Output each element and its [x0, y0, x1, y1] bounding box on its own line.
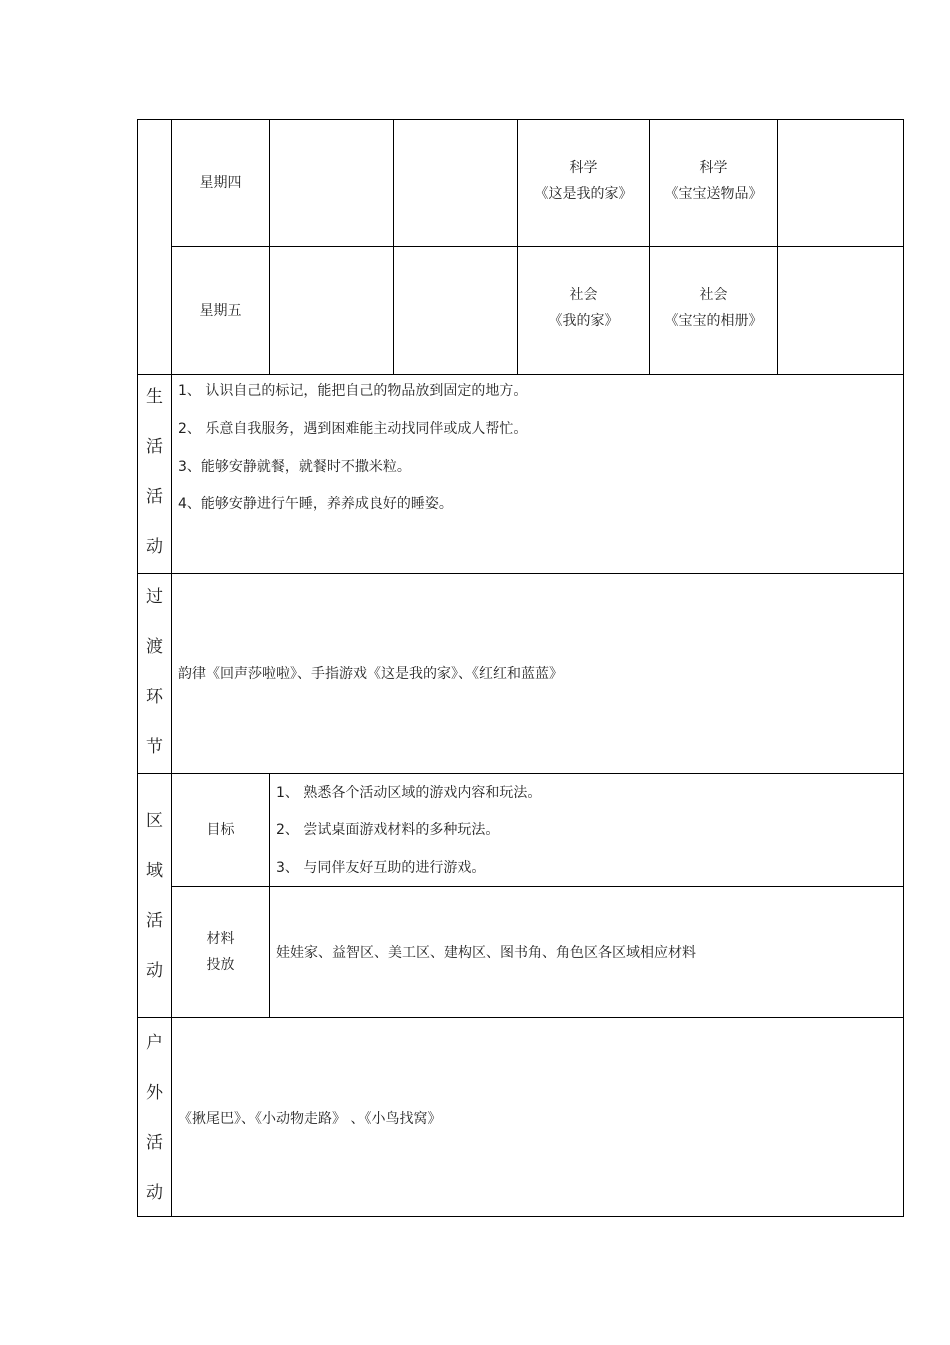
friday-social-cell	[518, 282, 649, 334]
lesson-title: 《这是我的家》	[534, 186, 633, 202]
outdoor-text: 《揪尾巴》、《小动物走路》 、《小鸟找窝》	[178, 1111, 442, 1127]
list-item: 1、 认识自己的标记，能把自己的物品放到固定的地方。	[178, 383, 528, 399]
subject-label: 社会	[699, 287, 728, 303]
day-cell-friday	[172, 247, 269, 374]
material-label-cell	[172, 887, 269, 1017]
day-label: 星期五	[199, 302, 242, 319]
column-divider	[269, 773, 270, 1018]
table-border-right	[903, 119, 904, 1217]
goal-label-cell	[172, 774, 269, 886]
outdoor-activity-label: 户 外 活 动	[146, 1033, 163, 1203]
column-divider	[777, 119, 778, 375]
row-divider	[137, 374, 904, 375]
subject-label: 科学	[569, 160, 598, 176]
lesson-title: 《宝宝的相册》	[664, 313, 763, 329]
friday-social-cell-2	[650, 282, 777, 334]
outdoor-content	[178, 1108, 898, 1130]
material-text: 娃娃家、益智区、美工区、建构区、图书角、角色区各区域相应材料	[276, 945, 696, 961]
life-activity-label: 生 活 活 动	[146, 387, 163, 557]
material-label: 投放	[206, 957, 235, 973]
material-label: 材料	[206, 931, 235, 947]
transition-content	[178, 663, 898, 685]
subject-label: 科学	[699, 160, 728, 176]
row-divider	[172, 246, 904, 247]
column-divider	[269, 119, 270, 375]
row-divider	[137, 1017, 904, 1018]
row-divider	[172, 886, 904, 887]
transition-text: 韵律《回声莎啦啦》、手指游戏《这是我的家》、《红红和蓝蓝》	[178, 666, 563, 682]
day-cell-thursday	[172, 120, 269, 246]
list-item: 2、 乐意自我服务，遇到困难能主动找同伴或成人帮忙。	[178, 421, 528, 437]
list-item: 3、 与同伴友好互助的进行游戏。	[276, 860, 486, 876]
list-item: 4、能够安静进行午睡，养养成良好的睡姿。	[178, 496, 453, 512]
row-divider	[137, 573, 904, 574]
column-divider	[393, 119, 394, 375]
material-content	[276, 942, 896, 964]
list-item: 2、 尝试桌面游戏材料的多种玩法。	[276, 822, 500, 838]
goal-label: 目标	[206, 822, 235, 838]
transition-label: 过 渡 环 节	[146, 587, 163, 757]
subject-label: 社会	[569, 287, 598, 303]
lesson-title: 《我的家》	[548, 313, 619, 329]
life-activity-list	[178, 380, 898, 530]
lesson-title: 《宝宝送物品》	[664, 186, 763, 202]
thursday-science-cell	[518, 155, 649, 207]
thursday-science-cell-2	[650, 155, 777, 207]
list-item: 1、 熟悉各个活动区域的游戏内容和玩法。	[276, 785, 542, 801]
day-label: 星期四	[199, 175, 242, 191]
list-item: 3、能够安静就餐，就餐时不撒米粒。	[178, 459, 411, 475]
area-activity-label: 区 域 活 动	[146, 811, 163, 981]
area-goal-list	[276, 782, 896, 882]
table-border-bottom	[137, 1216, 904, 1217]
